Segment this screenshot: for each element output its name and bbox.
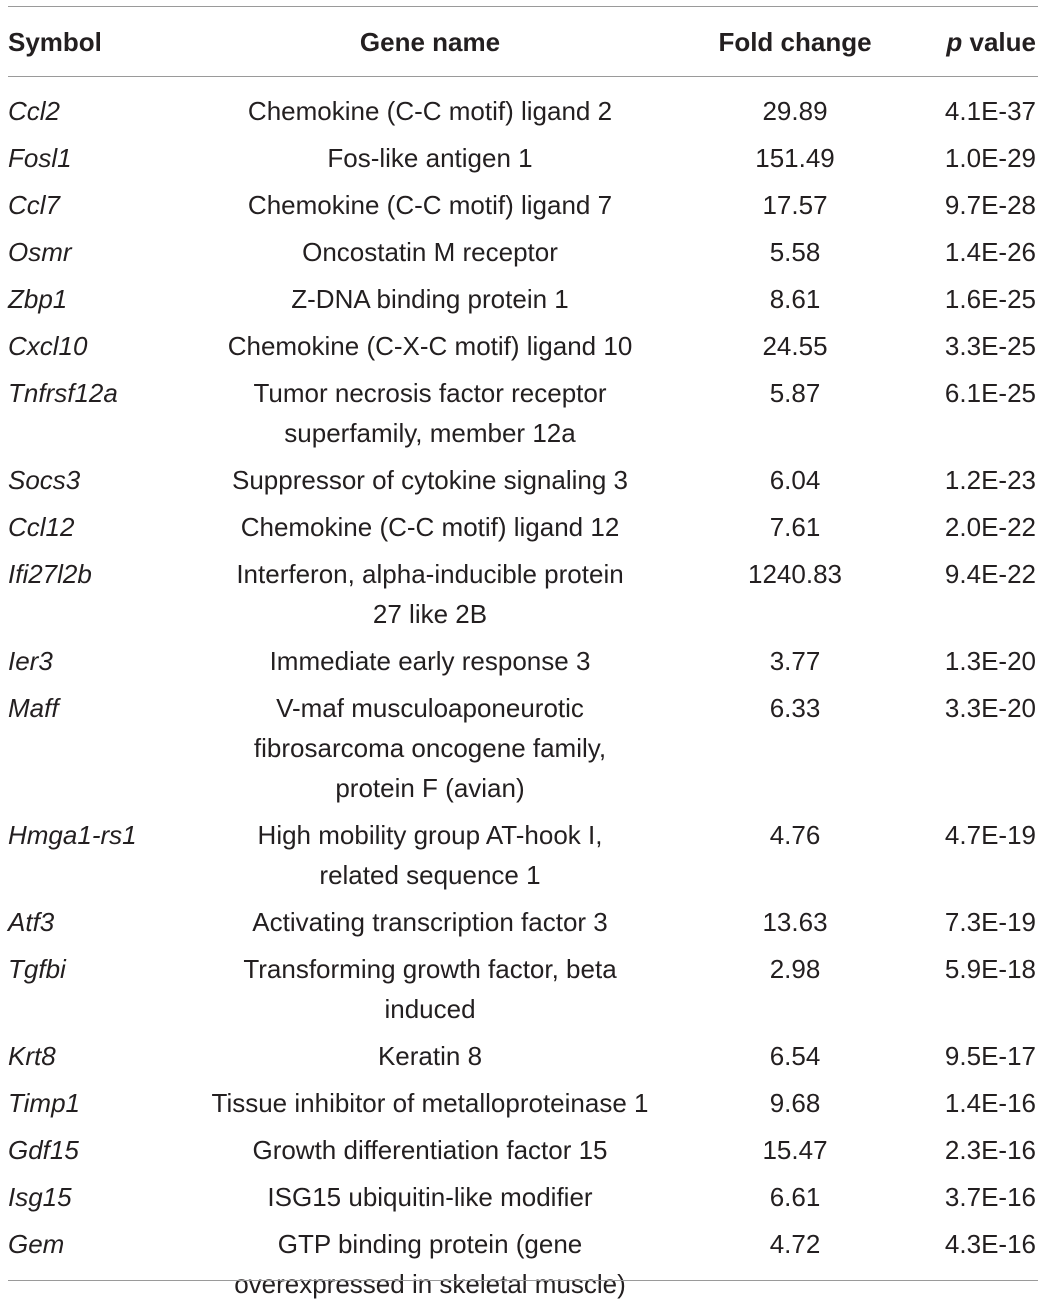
cell-gene-name-line: High mobility group AT-hook I, bbox=[257, 820, 603, 850]
cell-fold-change: 17.57 bbox=[762, 190, 828, 220]
cell-gene-name bbox=[248, 185, 612, 225]
cell-p-value: 4.3E-16 bbox=[944, 1229, 1036, 1259]
cell-symbol: Maff bbox=[8, 693, 59, 723]
cell-gene-name-line: Immediate early response 3 bbox=[269, 646, 591, 676]
table-header-rule bbox=[8, 76, 1038, 77]
table-top-rule bbox=[8, 6, 1038, 7]
cell-fold-change: 29.89 bbox=[762, 96, 828, 126]
cell-p-value: 1.4E-26 bbox=[944, 237, 1036, 267]
cell-gene-name-line: Transforming growth factor, beta bbox=[243, 954, 617, 984]
cell-fold-change: 1240.83 bbox=[748, 559, 842, 589]
cell-gene-name-line: 27 like 2B bbox=[372, 599, 488, 629]
cell-fold-change: 6.61 bbox=[769, 1182, 821, 1212]
cell-fold-change: 15.47 bbox=[762, 1135, 828, 1165]
header-p-value bbox=[946, 27, 1036, 57]
cell-gene-name bbox=[302, 232, 558, 272]
cell-fold-change: 5.87 bbox=[769, 378, 821, 408]
cell-symbol: Atf3 bbox=[8, 907, 55, 937]
header-symbol: Symbol bbox=[8, 27, 102, 57]
cell-fold-change: 7.61 bbox=[769, 512, 821, 542]
cell-gene-name bbox=[248, 91, 612, 131]
cell-symbol: Tgfbi bbox=[8, 954, 66, 984]
cell-gene-name-line: Chemokine (C-X-C motif) ligand 10 bbox=[227, 331, 633, 361]
cell-fold-change: 24.55 bbox=[762, 331, 828, 361]
cell-gene-name-line: fibrosarcoma oncogene family, bbox=[253, 733, 607, 763]
cell-symbol: Gdf15 bbox=[8, 1135, 79, 1165]
cell-gene-name bbox=[327, 138, 532, 178]
cell-gene-name-line: induced bbox=[384, 994, 476, 1024]
header-fold-change: Fold change bbox=[718, 27, 872, 57]
cell-p-value: 7.3E-19 bbox=[944, 907, 1036, 937]
cell-gene-name-line: Tissue inhibitor of metalloproteinase 1 bbox=[211, 1088, 649, 1118]
cell-gene-name-line: Chemokine (C-C motif) ligand 2 bbox=[247, 96, 613, 126]
cell-fold-change: 151.49 bbox=[755, 143, 835, 173]
cell-p-value: 2.3E-16 bbox=[944, 1135, 1036, 1165]
cell-symbol: Ccl7 bbox=[8, 190, 61, 220]
cell-gene-name bbox=[270, 641, 591, 681]
cell-symbol: Krt8 bbox=[8, 1041, 56, 1071]
cell-p-value: 3.7E-16 bbox=[944, 1182, 1036, 1212]
cell-symbol: Zbp1 bbox=[8, 284, 68, 314]
cell-symbol: Fosl1 bbox=[8, 143, 72, 173]
cell-gene-name-line: Oncostatin M receptor bbox=[302, 237, 558, 267]
cell-p-value: 5.9E-18 bbox=[944, 954, 1036, 984]
cell-symbol: Ifi27l2b bbox=[8, 559, 92, 589]
cell-gene-name-line: superfamily, member 12a bbox=[284, 418, 576, 448]
cell-gene-name-line: V-maf musculoaponeurotic bbox=[276, 693, 584, 723]
cell-symbol: Ier3 bbox=[8, 646, 53, 676]
cell-gene-name bbox=[243, 949, 616, 1029]
table-bottom-rule bbox=[8, 1280, 1038, 1281]
cell-gene-name-line: Growth differentiation factor 15 bbox=[252, 1135, 608, 1165]
cell-symbol: Cxcl10 bbox=[8, 331, 88, 361]
cell-gene-name-line: Keratin 8 bbox=[377, 1041, 483, 1071]
cell-gene-name bbox=[252, 1130, 607, 1170]
cell-gene-name-line: ISG15 ubiquitin-like modifier bbox=[267, 1182, 593, 1212]
cell-symbol: Isg15 bbox=[8, 1182, 72, 1212]
cell-gene-name-line: related sequence 1 bbox=[319, 860, 541, 890]
header-p-value-label: value bbox=[962, 27, 1036, 57]
cell-gene-name bbox=[254, 688, 606, 808]
cell-p-value: 1.0E-29 bbox=[944, 143, 1036, 173]
cell-p-value: 9.4E-22 bbox=[944, 559, 1036, 589]
header-gene-name: Gene name bbox=[359, 27, 501, 57]
cell-fold-change: 4.76 bbox=[769, 820, 821, 850]
cell-symbol: Ccl2 bbox=[8, 96, 61, 126]
cell-p-value: 2.0E-22 bbox=[944, 512, 1036, 542]
cell-fold-change: 6.33 bbox=[769, 693, 821, 723]
cell-gene-name bbox=[252, 902, 608, 942]
cell-gene-name-line: Z-DNA binding protein 1 bbox=[291, 284, 569, 314]
cell-gene-name bbox=[228, 326, 633, 366]
cell-fold-change: 6.04 bbox=[769, 465, 821, 495]
cell-fold-change: 13.63 bbox=[762, 907, 828, 937]
cell-gene-name bbox=[241, 507, 620, 547]
cell-p-value: 6.1E-25 bbox=[944, 378, 1036, 408]
cell-gene-name-line: GTP binding protein (gene bbox=[277, 1229, 583, 1259]
cell-fold-change: 2.98 bbox=[769, 954, 821, 984]
cell-fold-change: 9.68 bbox=[769, 1088, 821, 1118]
cell-gene-name-line: Chemokine (C-C motif) ligand 7 bbox=[247, 190, 613, 220]
cell-gene-name bbox=[212, 1083, 649, 1123]
cell-p-value: 9.5E-17 bbox=[944, 1041, 1036, 1071]
cell-gene-name bbox=[378, 1036, 482, 1076]
cell-gene-name-line: Tumor necrosis factor receptor bbox=[253, 378, 607, 408]
cell-fold-change: 3.77 bbox=[769, 646, 821, 676]
cell-fold-change: 4.72 bbox=[769, 1229, 821, 1259]
cell-p-value: 1.4E-16 bbox=[944, 1088, 1036, 1118]
cell-p-value: 1.3E-20 bbox=[944, 646, 1036, 676]
cell-symbol: Ccl12 bbox=[8, 512, 75, 542]
cell-p-value: 9.7E-28 bbox=[944, 190, 1036, 220]
cell-gene-name bbox=[232, 460, 628, 500]
cell-p-value: 1.2E-23 bbox=[944, 465, 1036, 495]
cell-gene-name-line: protein F (avian) bbox=[335, 773, 525, 803]
cell-symbol: Osmr bbox=[8, 237, 72, 267]
cell-symbol: Socs3 bbox=[8, 465, 81, 495]
cell-fold-change: 8.61 bbox=[769, 284, 821, 314]
cell-symbol: Gem bbox=[8, 1229, 65, 1259]
cell-p-value: 3.3E-25 bbox=[944, 331, 1036, 361]
cell-gene-name-line: Fos-like antigen 1 bbox=[327, 143, 533, 173]
cell-symbol: Hmga1-rs1 bbox=[8, 820, 137, 850]
cell-gene-name-line: Activating transcription factor 3 bbox=[252, 907, 608, 937]
cell-gene-name bbox=[291, 279, 568, 319]
cell-gene-name-line: overexpressed in skeletal muscle) bbox=[234, 1269, 626, 1299]
cell-gene-name bbox=[236, 554, 623, 634]
cell-symbol: Timp1 bbox=[8, 1088, 81, 1118]
header-p-italic: p bbox=[946, 27, 963, 57]
cell-p-value: 3.3E-20 bbox=[944, 693, 1036, 723]
cell-gene-name bbox=[234, 1224, 626, 1304]
cell-gene-name bbox=[267, 1177, 592, 1217]
cell-gene-name-line: Interferon, alpha-inducible protein bbox=[236, 559, 624, 589]
cell-gene-name bbox=[253, 373, 606, 453]
cell-gene-name-line: Suppressor of cytokine signaling 3 bbox=[231, 465, 629, 495]
cell-fold-change: 6.54 bbox=[769, 1041, 821, 1071]
cell-gene-name-line: Chemokine (C-C motif) ligand 12 bbox=[240, 512, 620, 542]
cell-symbol: Tnfrsf12a bbox=[8, 378, 118, 408]
cell-gene-name bbox=[258, 815, 603, 895]
cell-p-value: 4.7E-19 bbox=[944, 820, 1036, 850]
cell-p-value: 1.6E-25 bbox=[944, 284, 1036, 314]
cell-p-value: 4.1E-37 bbox=[944, 96, 1036, 126]
cell-fold-change: 5.58 bbox=[769, 237, 821, 267]
